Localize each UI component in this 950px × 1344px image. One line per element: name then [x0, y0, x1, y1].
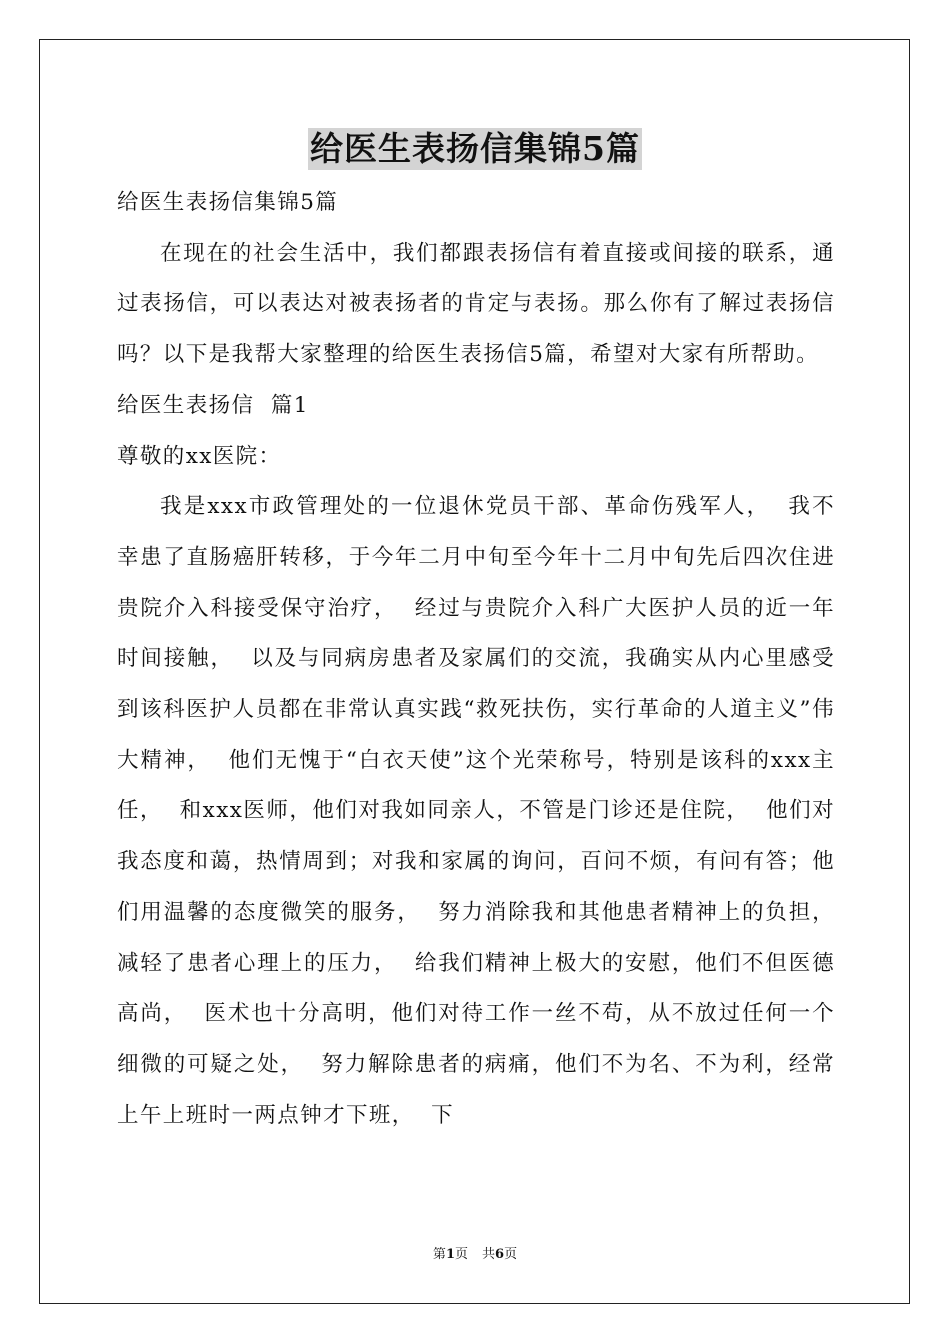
page-prefix: 第: [432, 1247, 446, 1262]
page-suffix: 页: [454, 1247, 468, 1262]
current-page-number: 1: [445, 1247, 455, 1262]
document-body: [117, 178, 835, 1141]
total-suffix: 页: [504, 1247, 518, 1262]
title-container: [0, 128, 950, 170]
document-subtitle: 给医生表扬信集锦5篇: [117, 190, 339, 215]
total-pages-number: 6: [495, 1247, 505, 1262]
total-prefix: 共: [482, 1247, 496, 1262]
body-paragraph: 我是xxx市政管理处的一位退休党员干部、革命伤残军人， 我不幸患了直肠癌肝转移，于今年二月中旬至今年十二月中旬先后四次住进贵院介入科接受保守治疗， 经过与贵院介入科广大医护人员的近一年时间接触， 以及与同病房患者及家属们的交流，我确实从内心里感受到该科医护人员都在非常认真实践“救死扶伤，实行革命的人道主义”伟大精神， 他们无愧于“白衣天使”这个光荣称号，特别是该科的xxx主任， 和xxx医师，他们对我如同亲人，不管是门诊还是住院， 他们对我态度和蔼，热情周到；对我和家属的询问，百问不烦，有问有答；他们用温馨的态度微笑的服务， 努力消除我和其他患者精神上的负担，减轻了患者心理上的压力， 给我们精神上极大的安慰，他们不但医德高尚， 医术也十分高明，他们对待工作一丝不苟，从不放过任何一个细微的可疑之处， 努力解除患者的病痛，他们不为名、不为利，经常上午上班时一两点钟才下班， 下: [117, 494, 835, 1128]
section-heading: 给医生表扬信 篇1: [117, 392, 309, 418]
salutation: 尊敬的xx医院：: [117, 443, 282, 469]
document-title: 给医生表扬信集锦5篇: [310, 129, 640, 168]
intro-paragraph: 在现在的社会生活中，我们都跟表扬信有着直接或间接的联系，通过表扬信，可以表达对被表扬者的肯定与表扬。那么你有了解过表扬信吗？以下是我帮大家整理的给医生表扬信5篇，希望对大家有所帮助。: [117, 240, 835, 368]
page-footer: [0, 1247, 950, 1263]
